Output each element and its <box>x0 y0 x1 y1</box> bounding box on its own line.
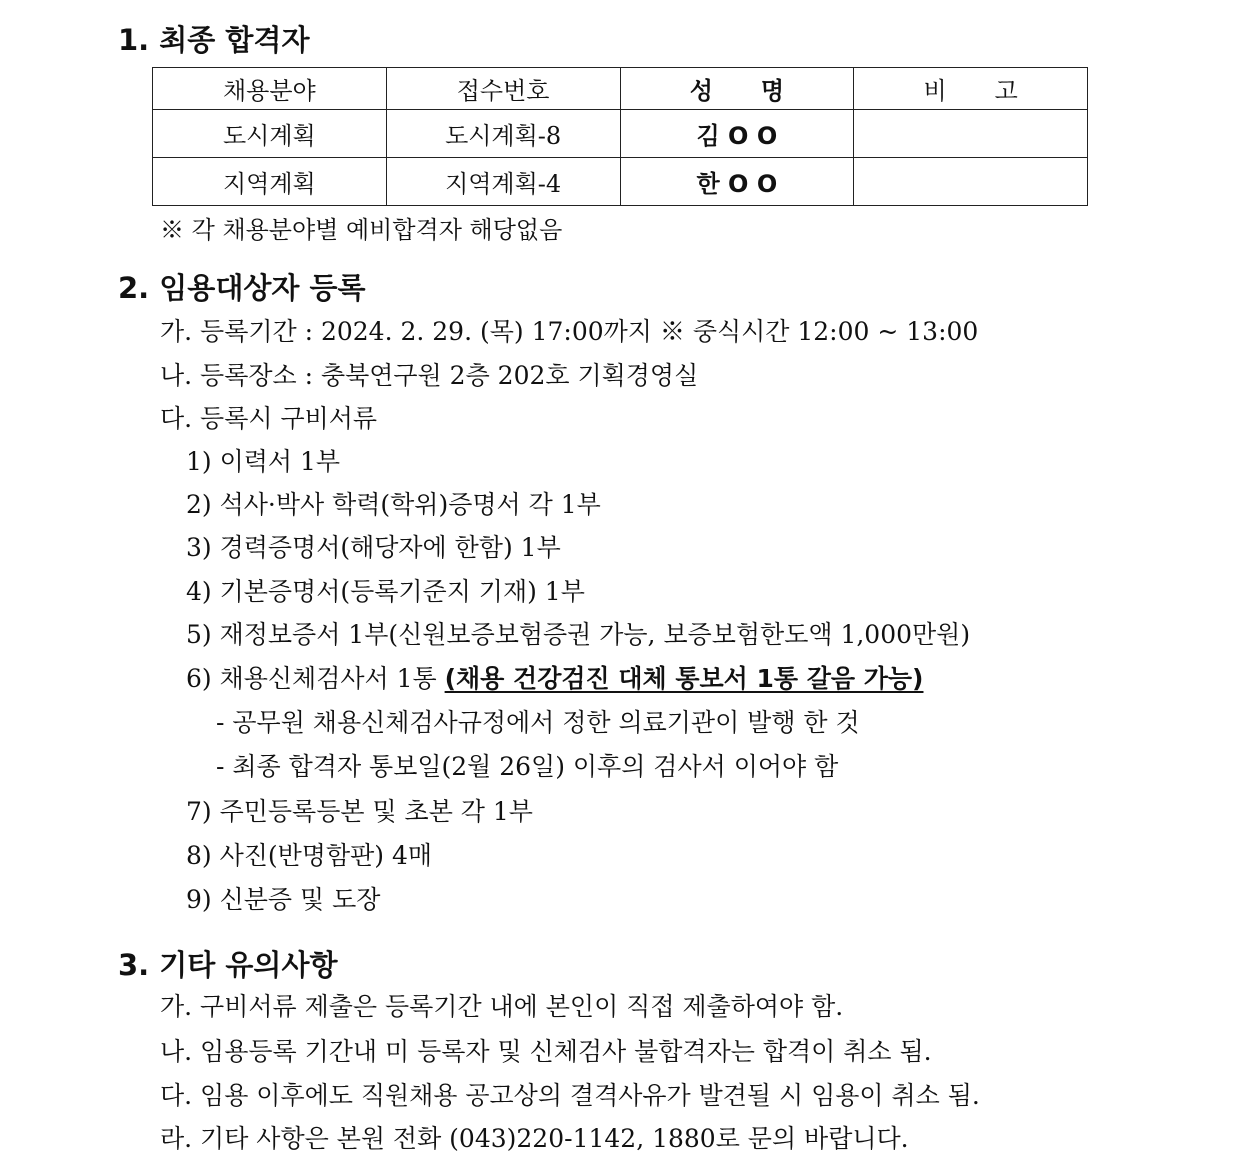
document-item: 9) 신분증 및 도장 <box>186 885 381 914</box>
header-receipt-no: 접수번호 <box>386 68 620 110</box>
header-name: 성 명 <box>620 68 854 110</box>
health-check-note: - 최종 합격자 통보일(2월 26일) 이후의 검사서 이어야 함 <box>216 752 839 781</box>
notice-item: 나. 임용등록 기간내 미 등록자 및 신체검사 불합격자는 합격이 취소 됨. <box>160 1037 932 1066</box>
document-item: 8) 사진(반명함판) 4매 <box>186 841 433 870</box>
section2-heading: 2. 임용대상자 등록 <box>118 271 366 305</box>
document-item: 5) 재정보증서 1부(신원보증보험증권 가능, 보증보험한도액 1,000만원) <box>186 620 971 649</box>
header-remarks: 비 고 <box>854 68 1088 110</box>
section3-heading: 3. 기타 유의사항 <box>118 948 338 982</box>
document-item-health-check <box>186 663 923 695</box>
health-check-text: 6) 채용신체검사서 1통 <box>186 664 445 693</box>
document-item: 7) 주민등록등본 및 초본 각 1부 <box>186 797 533 826</box>
registration-period: 가. 등록기간 : 2024. 2. 29. (목) 17:00까지 ※ 중식시간 12:00 ~ 13:00 <box>160 317 979 346</box>
health-check-emphasis: (채용 건강검진 대체 통보서 1통 갈음 가능) <box>444 664 924 693</box>
cell-remarks <box>854 158 1088 206</box>
cell-receipt-no: 도시계획-8 <box>386 110 620 158</box>
section1-heading: 1. 최종 합격자 <box>118 23 310 57</box>
health-check-note: - 공무원 채용신체검사규정에서 정한 의료기관이 발행 한 것 <box>216 708 860 737</box>
final-pass-table <box>152 67 1088 206</box>
cell-receipt-no: 지역계획-4 <box>386 158 620 206</box>
document-item: 2) 석사·박사 학력(학위)증명서 각 1부 <box>186 490 601 519</box>
document-item: 3) 경력증명서(해당자에 한함) 1부 <box>186 533 561 562</box>
cell-name: 한 O O <box>620 158 854 206</box>
cell-field: 지역계획 <box>153 158 387 206</box>
cell-field: 도시계획 <box>153 110 387 158</box>
table-row <box>153 158 1088 206</box>
required-documents-title: 다. 등록시 구비서류 <box>160 404 378 433</box>
notice-item-contact: 라. 기타 사항은 본원 전화 (043)220-1142, 1880로 문의 바랍니다. <box>160 1124 909 1153</box>
reserve-note: ※ 각 채용분야별 예비합격자 해당없음 <box>160 216 563 244</box>
cell-remarks <box>854 110 1088 158</box>
cell-name: 김 O O <box>620 110 854 158</box>
table-row <box>153 110 1088 158</box>
table-header-row <box>153 68 1088 110</box>
registration-place: 나. 등록장소 : 충북연구원 2층 202호 기획경영실 <box>160 361 699 390</box>
notice-item: 다. 임용 이후에도 직원채용 공고상의 결격사유가 발견될 시 임용이 취소 됨. <box>160 1081 980 1110</box>
notice-item: 가. 구비서류 제출은 등록기간 내에 본인이 직접 제출하여야 함. <box>160 992 844 1021</box>
document-item: 1) 이력서 1부 <box>186 447 341 476</box>
header-field: 채용분야 <box>153 68 387 110</box>
document-item: 4) 기본증명서(등록기준지 기재) 1부 <box>186 577 585 606</box>
